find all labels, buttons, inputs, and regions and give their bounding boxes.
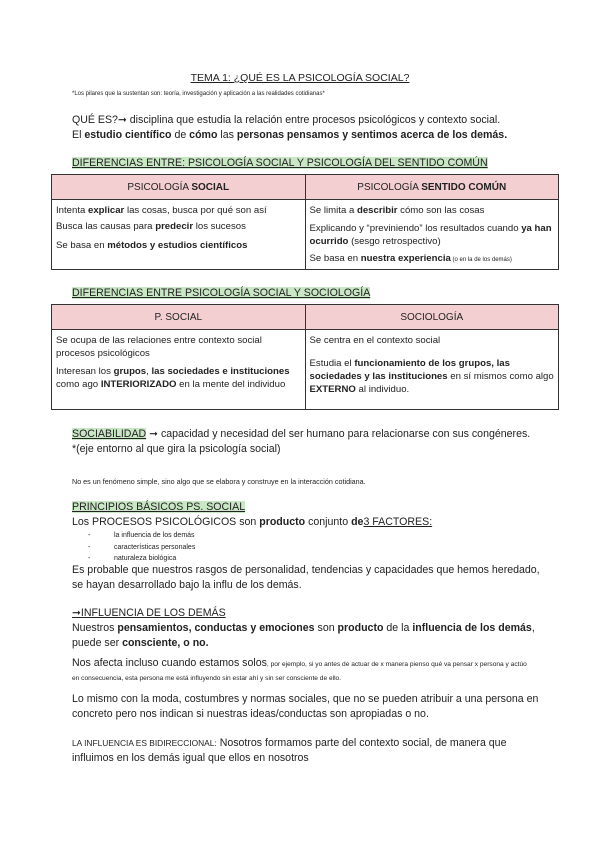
cell-line bbox=[310, 252, 555, 267]
bold-text: SENTIDO COMÚN bbox=[421, 181, 507, 193]
small-text: , por ejemplo, si yo antes de actuar de x manera pienso qué va pensar x persona y actúo en consecuencia, esta persona me está influyendo sin estar ahí y sin ser consciente de ello. bbox=[72, 661, 527, 682]
cell-line bbox=[56, 204, 301, 217]
influencia-heading bbox=[72, 606, 226, 621]
section2-heading bbox=[72, 286, 370, 301]
list-item-text: características personales bbox=[114, 543, 196, 551]
text: los sucesos bbox=[193, 221, 246, 232]
arrow-icon: ➞ bbox=[117, 114, 127, 126]
definition-block bbox=[72, 113, 552, 143]
page-title: TEMA 1: ¿QUÉ ES LA PSICOLOGÍA SOCIAL? bbox=[190, 72, 410, 84]
bold-text: predecir bbox=[155, 221, 194, 232]
text: Se basa en bbox=[309, 253, 361, 264]
sociabilidad-definition bbox=[72, 427, 542, 442]
table-header-row bbox=[52, 305, 559, 330]
cell-line: Se ocupa de las relaciones entre contexto social procesos psicológicos bbox=[56, 335, 262, 359]
cell-line bbox=[310, 357, 555, 396]
text: cómo son las cosas bbox=[397, 205, 485, 216]
comparison-table-sociology bbox=[51, 304, 559, 410]
text: conjunto bbox=[305, 516, 352, 528]
underlined-text: 3 FACTORES: bbox=[363, 516, 433, 528]
bullet: - bbox=[88, 555, 91, 562]
text: de la bbox=[383, 622, 413, 634]
principios-heading bbox=[72, 500, 245, 515]
text: Explicando y “previniendo” los resultados cuando bbox=[309, 223, 522, 234]
que-es-label: QUÉ ES? bbox=[72, 114, 118, 126]
table-header-row bbox=[52, 175, 559, 200]
text: Se basa en bbox=[56, 240, 108, 251]
bold-text: cómo bbox=[189, 129, 218, 141]
text: como ago bbox=[56, 379, 101, 390]
list-item bbox=[80, 542, 195, 554]
text: El bbox=[72, 129, 85, 141]
bold-text: funcionamiento de los grupos, las sociedades y las instituciones bbox=[309, 358, 510, 382]
bold-text: personas pensamos y sentimos acerca de los demás. bbox=[236, 129, 508, 141]
bold-text: EXTERNO bbox=[309, 384, 356, 395]
influencia-paragraph-1 bbox=[72, 621, 540, 651]
cell-line bbox=[310, 204, 555, 217]
text: PSICOLOGÍA bbox=[357, 181, 422, 193]
bold-text: estudio científico bbox=[84, 129, 172, 141]
text: son bbox=[314, 622, 338, 634]
bold-text: ya han ocurrido bbox=[309, 223, 552, 247]
table-cell-left bbox=[52, 200, 306, 270]
bullet: - bbox=[88, 532, 91, 539]
text: Nuestros bbox=[72, 622, 118, 634]
text: Estudia el bbox=[309, 358, 355, 369]
text: las cosas, busca por qué son así bbox=[124, 205, 267, 216]
text: Los PROCESOS PSICOLÓGICOS son bbox=[72, 516, 260, 528]
definition-text: disciplina que estudia la relación entre procesos psicológicos y contexto social. bbox=[126, 114, 501, 126]
influencia-paragraph-3: Lo mismo con la moda, costumbres y normas sociales, que no se pueden atribuir a una persona en concreto pero nos indican si nuestras ideas/conductas son apropiadas o no. bbox=[72, 693, 539, 720]
text: Nos afecta incluso cuando estamos solos bbox=[72, 657, 267, 669]
text: PSICOLOGÍA bbox=[127, 181, 192, 193]
text: Nosotros formamos parte del contexto social, de manera que influimos en los demás igual que ellos en nosotros bbox=[72, 737, 507, 764]
table-cell-right bbox=[305, 330, 559, 410]
text: Interesan los bbox=[56, 366, 114, 377]
small-caps-text: LA INFLUENCIA ES BIDIRECCIONAL: bbox=[72, 738, 217, 748]
text: ➞ capacidad y necesidad del ser humano para relacionarse con sus congéneres. bbox=[146, 428, 531, 440]
influencia-paragraph-4 bbox=[72, 736, 534, 766]
text: , bbox=[146, 366, 152, 377]
bold-text: producto bbox=[337, 622, 384, 634]
principios-paragraph: Es probable que nuestros rasgos de personalidad, tendencias y capacidades que hemos heredado, se hayan desarrollado bajo la influ de los demás. bbox=[72, 564, 540, 591]
section1-heading bbox=[72, 156, 488, 171]
text: (sesgo retrospectivo) bbox=[348, 236, 441, 247]
table-cell-right bbox=[305, 200, 559, 270]
small-text: (o en la de los demás) bbox=[450, 257, 512, 263]
factors-list bbox=[80, 530, 195, 565]
influencia-paragraph-2 bbox=[72, 656, 532, 684]
list-item bbox=[80, 530, 195, 542]
list-item-text: la influencia de los demás bbox=[114, 532, 195, 539]
definition-line-2 bbox=[72, 128, 552, 143]
bold-text: grupos bbox=[113, 366, 147, 377]
table-header-common-sense bbox=[305, 175, 559, 200]
pillars-note: *Los pilares que la sustentan son: teoría, investigación y aplicación a las realidades cotidianas* bbox=[72, 91, 325, 97]
table-header-p-social: P. SOCIAL bbox=[52, 305, 306, 330]
table-cell-left bbox=[52, 330, 306, 410]
bold-text: INTERIORIZADO bbox=[100, 379, 177, 390]
bold-text: pensamientos, conductas y emociones bbox=[117, 622, 315, 634]
text: en sí mismos como algo bbox=[447, 371, 554, 382]
section2-heading-text: DIFERENCIAS ENTRE PSICOLOGÍA SOCIAL Y SOCIOLOGÍA bbox=[72, 287, 371, 299]
bullet: - bbox=[88, 543, 91, 551]
comparison-table-common-sense bbox=[51, 174, 559, 270]
cell-line bbox=[56, 365, 301, 391]
text: , puede ser bbox=[72, 622, 535, 649]
bold-text: describir bbox=[356, 205, 398, 216]
text: Busca las causas para bbox=[56, 221, 156, 232]
bold-text: explicar bbox=[88, 205, 125, 216]
cell-line bbox=[56, 220, 301, 233]
bold-text: de bbox=[351, 516, 364, 528]
text: Intenta bbox=[56, 205, 89, 216]
sociabilidad-term: SOCIABILIDAD bbox=[72, 428, 147, 440]
sociabilidad-note: *(eje entorno al que gira la psicología social) bbox=[72, 443, 281, 455]
bold-text: consciente, o no. bbox=[122, 637, 209, 649]
influencia-heading-text: ➞INFLUENCIA DE LOS DEMÁS bbox=[72, 607, 226, 619]
section1-heading-text: DIFERENCIAS ENTRE: PSICOLOGÍA SOCIAL Y PSICOLOGÍA DEL SENTIDO COMÚN bbox=[72, 157, 488, 169]
text: al individuo. bbox=[355, 384, 410, 395]
table-header-social bbox=[52, 175, 306, 200]
sociabilidad-block bbox=[72, 427, 542, 457]
table-row bbox=[52, 200, 559, 270]
cell-line bbox=[310, 222, 555, 248]
text: las bbox=[217, 129, 237, 141]
table-header-sociology: SOCIOLOGÍA bbox=[305, 305, 559, 330]
list-item-text: naturaleza biológica bbox=[114, 555, 177, 562]
bold-text: SOCIAL bbox=[191, 181, 230, 193]
principios-heading-text: PRINCIPIOS BÁSICOS PS. SOCIAL bbox=[72, 501, 246, 513]
cell-line bbox=[56, 239, 301, 252]
definition-line-1 bbox=[72, 113, 552, 128]
bold-text: producto bbox=[259, 516, 306, 528]
table-row bbox=[52, 330, 559, 410]
text: Se limita a bbox=[309, 205, 357, 216]
principios-line bbox=[72, 515, 432, 530]
bold-text: influencia de los demás bbox=[412, 622, 532, 634]
sociabilidad-small-note: No es un fenómeno simple, sino algo que se elabora y construye en la interacción cotidiana. bbox=[72, 477, 366, 486]
bold-text: nuestra experiencia bbox=[360, 253, 451, 264]
bold-text: métodos y estudios científicos bbox=[107, 240, 248, 251]
cell-line: Se centra en el contexto social bbox=[309, 335, 441, 346]
text: en la mente del individuo bbox=[176, 379, 286, 390]
text: de bbox=[171, 129, 190, 141]
bold-text: las sociedades e instituciones bbox=[151, 366, 290, 377]
